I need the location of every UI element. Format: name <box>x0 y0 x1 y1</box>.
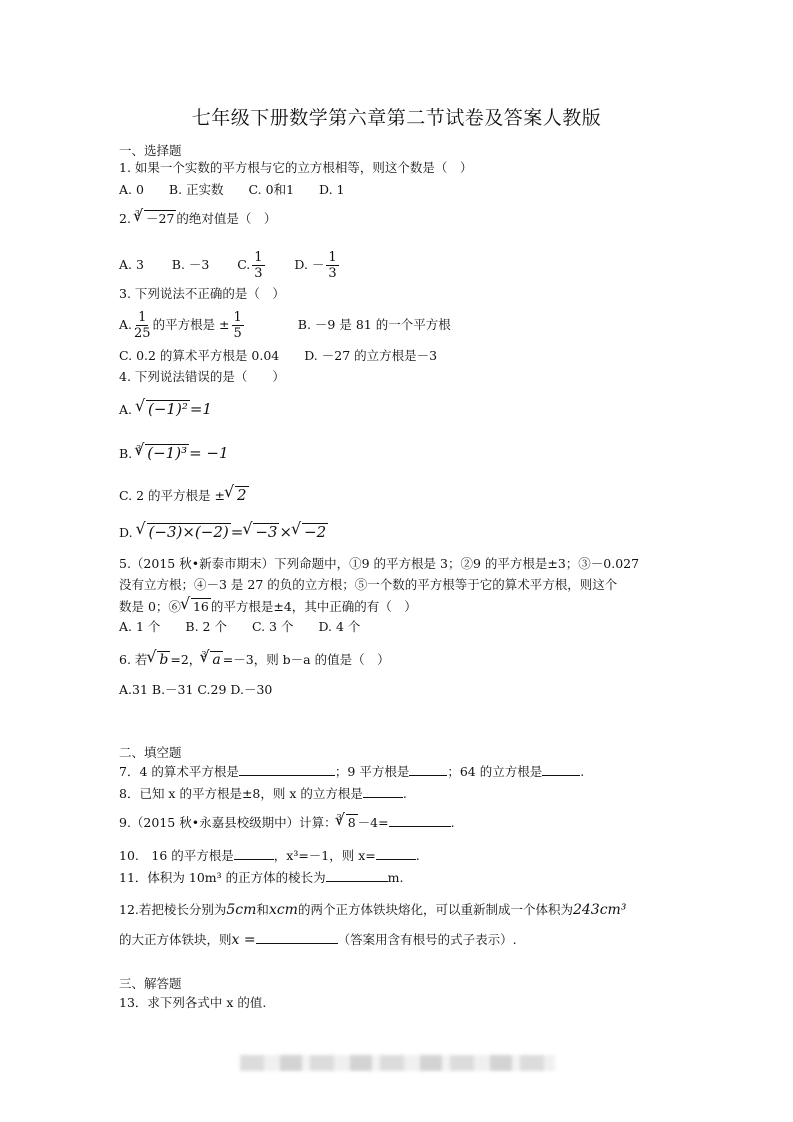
q12-blank[interactable] <box>256 932 338 944</box>
q12-line1: 12.若把棱长分别为5cm和xcm的两个正方体铁块熔化，可以重新制成一个体积为243cm³ <box>119 902 627 918</box>
q3-stem: 3. 下列说法不正确的是（ ） <box>119 286 285 301</box>
q5-line1: 5.（2015 秋•新泰市期末）下列命题中，①9 的平方根是 3；②9 的平方根是±3；③－0.027 <box>119 556 640 571</box>
q4-b: B. $^3$√ (−1)³ = −1 <box>119 444 229 464</box>
q9: 9.（2015 秋•永嘉县校级期中）计算：$^3$√ 8 －4= . <box>119 814 455 833</box>
q5-line2: 没有立方根；④－3 是 27 的负的立方根；⑤一个数的平方根等于它的算术平方根，则这个 <box>119 577 618 592</box>
q10-blank-2[interactable] <box>376 848 416 860</box>
q1-stem: 1. 如果一个实数的平方根与它的立方根相等，则这个数是（ ） <box>119 160 473 175</box>
q8: 8．已知 x 的平方根是±8，则 x 的立方根是 . <box>119 786 407 801</box>
q11: 11．体积为 10m³ 的正方体的棱长为 m. <box>119 870 404 885</box>
q4-stem: 4. 下列说法错误的是（ ） <box>119 369 285 384</box>
q5-line3: 数是 0；⑥√ 16 的平方根是±4，其中正确的有（ ） <box>119 598 417 615</box>
section-fill: 二、填空题 <box>119 745 182 760</box>
q2-options: A. 3 B. －3 C. $\frac{1}{3}$ D. － $\frac{1}{3}$ <box>119 250 337 281</box>
q7: 7．4 的算术平方根是 ；9 平方根是 ；64 的立方根是 . <box>119 764 585 779</box>
q7-blank-1[interactable] <box>239 764 335 776</box>
q4-c: C. 2 的平方根是 ±√ 2 <box>119 486 249 504</box>
section-solve: 三、解答题 <box>119 976 182 991</box>
q4-a: A. √ (−1)² =1 <box>119 400 212 418</box>
q3-cd: C. 0.2 的算术平方根是 0.04 D. －27 的立方根是－3 <box>119 348 438 363</box>
q9-blank[interactable] <box>389 815 451 827</box>
q5-options: A. 1 个 B. 2 个 C. 3 个 D. 4 个 <box>119 619 361 634</box>
q8-blank[interactable] <box>363 786 403 798</box>
section-choice: 一、选择题 <box>119 143 182 158</box>
q7-blank-2[interactable] <box>409 764 447 776</box>
q11-blank[interactable] <box>326 870 388 882</box>
q12-line2: 的大正方体铁块，则x = （答案用含有根号的式子表示）. <box>119 932 517 948</box>
q6-stem: 6. 若√ b =2，$^3$√ a =－3，则 b－a 的值是（ ） <box>119 651 390 670</box>
q10: 10. 16 的平方根是 ，x³=－1，则 x= . <box>119 848 420 863</box>
q6-options: A.31 B.－31 C.29 D.－30 <box>119 682 273 697</box>
q7-blank-3[interactable] <box>542 764 580 776</box>
blurred-watermark <box>240 1055 555 1071</box>
q2-stem: 2. $^3$√ －27 的绝对值是（ ） <box>119 210 276 229</box>
q3-ab: A. $\frac{1}{25}$ 的平方根是 ± $\frac{1}{5}$ B. －9 是 81 的一个平方根 <box>119 310 451 341</box>
q10-blank-1[interactable] <box>234 848 274 860</box>
q1-options: A. 0 B. 正实数 C. 0和1 D. 1 <box>119 182 345 197</box>
q13: 13．求下列各式中 x 的值. <box>119 995 267 1010</box>
q4-d: D. √ (−3)×(−2) =√ −3 ×√ −2 <box>119 523 328 541</box>
page-title: 七年级下册数学第六章第二节试卷及答案人教版 <box>191 107 602 129</box>
